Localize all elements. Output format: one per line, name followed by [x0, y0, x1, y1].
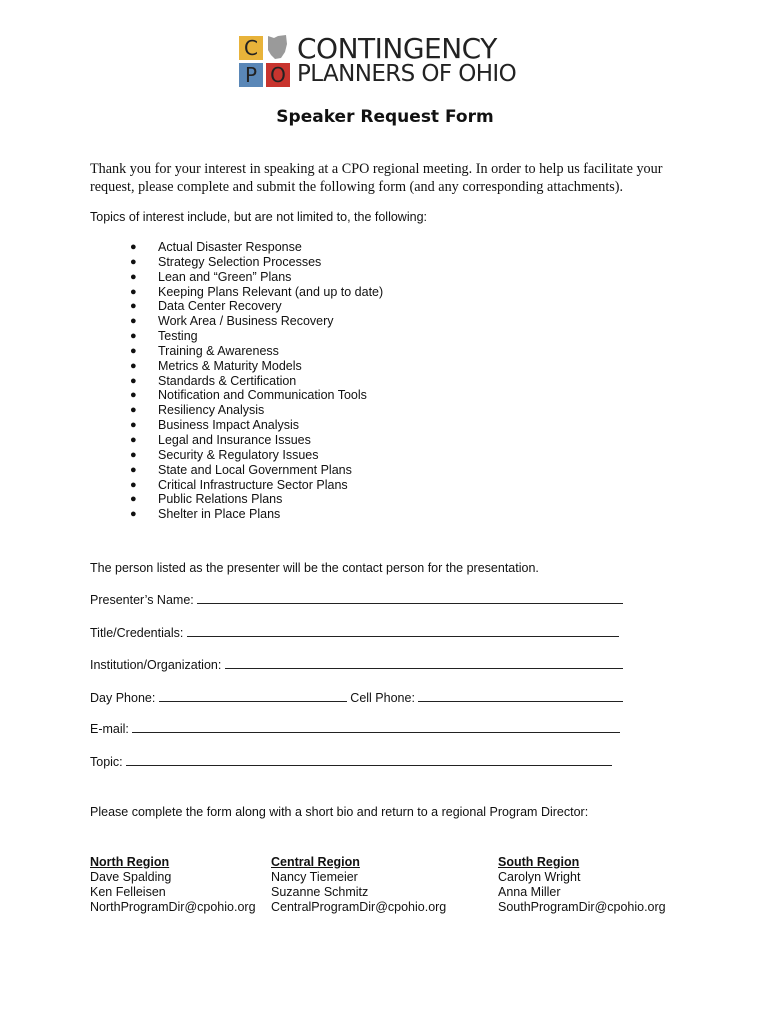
topic-list-item	[130, 299, 383, 314]
region-email-link[interactable]: NorthProgramDir@cpohio.org	[90, 900, 256, 914]
director-name: Nancy Tiemeier	[271, 870, 358, 884]
bullet-icon: ●	[130, 433, 137, 446]
topic-label: Strategy Selection Processes	[158, 254, 322, 269]
email-label: E-mail:	[90, 722, 129, 736]
bullet-icon: ●	[130, 255, 137, 268]
topic-list-item	[130, 388, 383, 403]
institution-row	[90, 657, 623, 672]
day-phone-field[interactable]	[159, 690, 347, 702]
topic-list-item	[130, 344, 383, 359]
topic-label: Actual Disaster Response	[158, 240, 302, 254]
topic-list-item	[130, 492, 383, 507]
title-credentials-field[interactable]	[187, 625, 619, 637]
topic-row	[90, 754, 612, 769]
bullet-icon: ●	[130, 300, 137, 313]
logo-letter-p: P	[239, 63, 263, 87]
topic-label: Business Impact Analysis	[158, 418, 300, 433]
topic-label: Work Area / Business Recovery	[158, 314, 334, 329]
topic-label: Notification and Communication Tools	[158, 388, 367, 403]
page-title: Speaker Request Form	[276, 107, 494, 127]
cell-phone-label: Cell Phone:	[350, 691, 415, 705]
topic-label: Shelter in Place Plans	[158, 507, 281, 522]
bullet-icon: ●	[130, 404, 137, 417]
bullet-icon: ●	[130, 463, 137, 476]
topic-label: Legal and Insurance Issues	[158, 432, 311, 447]
director-name: Dave Spalding	[90, 870, 172, 884]
topic-label: Security & Regulatory Issues	[158, 447, 319, 462]
topic-field[interactable]	[126, 754, 612, 766]
bullet-icon: ●	[130, 493, 137, 506]
bullet-icon: ●	[130, 285, 137, 298]
region-email-link[interactable]: CentralProgramDir@cpohio.org	[271, 900, 447, 914]
presenter-name-label: Presenter’s Name:	[90, 593, 194, 607]
contact-note: The person listed as the presenter will be the contact person for the presentation.	[90, 561, 539, 575]
topic-list-item	[130, 463, 383, 478]
topics-intro: Topics of interest include, but are not limited to, the following:	[90, 210, 427, 224]
presenter-name-row	[90, 592, 623, 607]
topic-list-item	[130, 270, 383, 285]
logo-line1: CONTINGENCY	[297, 32, 497, 65]
day-phone-label: Day Phone:	[90, 691, 156, 705]
topic-list-item	[130, 359, 383, 374]
topic-list-item	[130, 329, 383, 344]
topic-label: Training & Awareness	[158, 343, 279, 358]
region-heading: South Region	[498, 855, 580, 869]
bullet-icon: ●	[130, 315, 137, 328]
topic-list-item	[130, 433, 383, 448]
region-email-link[interactable]: SouthProgramDir@cpohio.org	[498, 900, 666, 914]
bullet-icon: ●	[130, 359, 137, 372]
bullet-icon: ●	[130, 330, 137, 343]
topic-label: Lean and “Green” Plans	[158, 269, 292, 284]
logo-letter-c: C	[239, 36, 263, 60]
cell-phone-field[interactable]	[418, 690, 623, 702]
institution-field[interactable]	[225, 657, 623, 669]
director-name: Carolyn Wright	[498, 870, 581, 884]
bullet-icon: ●	[130, 241, 137, 253]
director-name: Anna Miller	[498, 885, 561, 899]
south-region	[498, 855, 666, 915]
topic-list-item	[130, 418, 383, 433]
topic-list-item	[130, 255, 383, 270]
closing-note: Please complete the form along with a short bio and return to a regional Program Director:	[90, 805, 589, 819]
topic-label: Resiliency Analysis	[158, 403, 265, 418]
topic-label: Keeping Plans Relevant (and up to date)	[158, 284, 384, 299]
bullet-icon: ●	[130, 270, 137, 283]
title-credentials-row	[90, 625, 619, 640]
director-name: Suzanne Schmitz	[271, 885, 369, 899]
topic-list-item	[130, 285, 383, 300]
north-region	[90, 855, 256, 915]
region-heading: North Region	[90, 855, 170, 869]
director-name: Ken Felleisen	[90, 885, 166, 899]
topic-label: Metrics & Maturity Models	[158, 358, 302, 373]
topic-label: Data Center Recovery	[158, 299, 282, 314]
topic-label: Testing	[158, 329, 198, 344]
phone-row	[90, 690, 623, 705]
topic-list-item	[130, 478, 383, 493]
institution-label: Institution/Organization:	[90, 658, 222, 672]
topic-list-item	[130, 374, 383, 389]
topic-list-item	[130, 314, 383, 329]
presenter-name-field[interactable]	[197, 592, 623, 604]
topic-list-item	[130, 240, 383, 255]
topic-label: Topic:	[90, 755, 123, 769]
logo-line2: PLANNERS OF OHIO	[297, 61, 517, 87]
region-heading: Central Region	[271, 855, 360, 869]
bullet-icon: ●	[130, 508, 137, 521]
cpo-logo	[239, 34, 549, 88]
topic-label: State and Local Government Plans	[158, 462, 352, 477]
topic-list-item	[130, 507, 383, 522]
logo-letter-o: O	[266, 63, 290, 87]
bullet-icon: ●	[130, 374, 137, 387]
bullet-icon: ●	[130, 389, 137, 402]
email-field[interactable]	[132, 721, 620, 733]
topic-label: Public Relations Plans	[158, 492, 283, 507]
bullet-icon: ●	[130, 419, 137, 432]
topic-label: Standards & Certification	[158, 373, 297, 388]
intro-paragraph: Thank you for your interest in speaking at a CPO regional meeting. In order to help us facilitate your request, please complete and submit the following form (and any corresponding attachments).	[90, 161, 663, 195]
topic-list-item	[130, 403, 383, 418]
email-row	[90, 721, 620, 736]
topics-list	[130, 240, 383, 522]
central-region	[271, 855, 446, 915]
bullet-icon: ●	[130, 448, 137, 461]
title-credentials-label: Title/Credentials:	[90, 626, 184, 640]
topic-label: Critical Infrastructure Sector Plans	[158, 477, 348, 492]
logo-mark	[239, 34, 293, 88]
bullet-icon: ●	[130, 478, 137, 491]
ohio-state-icon	[266, 34, 288, 60]
topic-list-item	[130, 448, 383, 463]
bullet-icon: ●	[130, 344, 137, 357]
